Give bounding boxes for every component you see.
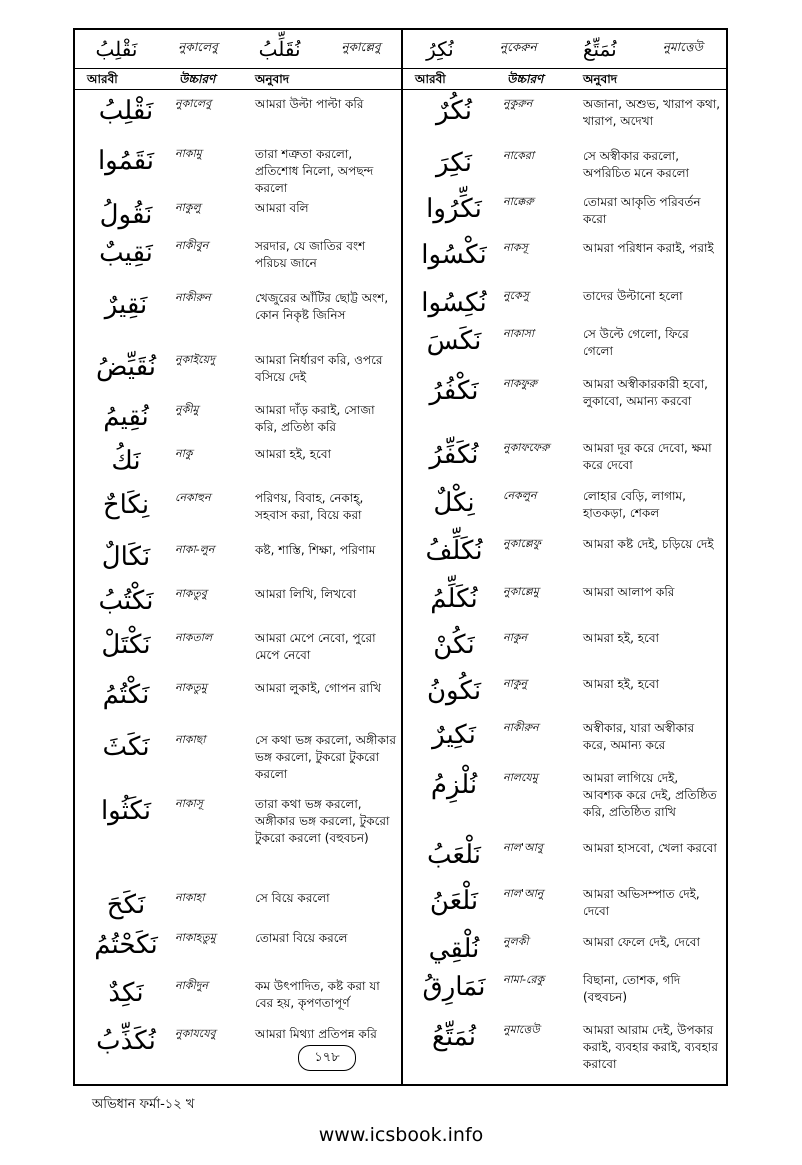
- entry-translit: নাল'আনু: [503, 887, 544, 900]
- entry-arabic: نَقِيرٌ: [104, 290, 148, 320]
- header-arabic-1: نَقْلِبُ: [95, 37, 138, 61]
- entry-arabic: نَلْعَبُ: [427, 840, 481, 870]
- entry-translit: নুকাফফেরু: [503, 441, 550, 454]
- entry-translit: নুকীমু: [175, 403, 199, 416]
- entry-translit: নামা-রেকু: [503, 973, 545, 986]
- entry-arabic: نَكَحْتُمُ: [94, 930, 158, 960]
- col-header-translit: উচ্চারণ: [179, 72, 216, 86]
- entry-translit: নাকুন: [503, 631, 528, 644]
- right-column-headers: [403, 69, 726, 90]
- header-translit-2: নুকাল্লেবু: [341, 40, 381, 54]
- entry-meaning: আমরা ফেলে দেই, দেবো: [583, 935, 700, 949]
- entry-meaning: কষ্ট, শাস্তি, শিক্ষা, পরিণাম: [255, 543, 376, 557]
- entry-arabic: نِكَاحٌ: [102, 490, 150, 520]
- entry-arabic: نُكَذِّبُ: [96, 1026, 156, 1056]
- entry-meaning: সে বিয়ে করলো: [255, 891, 330, 905]
- entry-arabic: نَكَالٌ: [101, 542, 151, 572]
- entry-translit: নাকা-লুন: [175, 543, 215, 556]
- entry-meaning: আমরা নির্ধারণ করি, ওপরে বসিয়ে দেই: [255, 353, 383, 384]
- entry-meaning: আমরা আলাপ করি: [583, 585, 675, 599]
- entry-translit: নালযেমু: [503, 771, 538, 784]
- entry-arabic: نُمَتِّعُ: [432, 1022, 476, 1052]
- entry-meaning: তারা শত্রুতা করলো, প্রতিশোধ নিলো, অপছন্দ করলো: [255, 147, 374, 195]
- entry-arabic: نَكْتَلْ: [101, 630, 151, 660]
- entry-meaning: আমরা দাঁড় করাই, সোজা করি, প্রতিষ্ঠা করি: [255, 403, 375, 434]
- entry-meaning: আমরা লুকাই, গোপন রাখি: [255, 681, 381, 695]
- entry-meaning: আমরা উল্টা পাল্টা করি: [255, 97, 364, 111]
- entry-translit: নুকাল্লেমু: [503, 585, 539, 598]
- entry-arabic: نَكِّرُوا: [426, 194, 482, 224]
- entry-arabic: نَقِيبٌ: [99, 238, 153, 268]
- entry-translit: নাকাহা: [175, 891, 205, 904]
- entry-arabic: نَمَارِقُ: [422, 972, 486, 1002]
- entry-meaning: আমরা অভিসম্পাত দেই, দেবো: [583, 887, 700, 918]
- entry-meaning: আমরা মেপে নেবো, পুরো মেপে নেবো: [255, 631, 376, 662]
- entry-translit: নাকাসা: [503, 327, 535, 340]
- entry-arabic: نُكَلِّمُ: [430, 584, 478, 614]
- header-arabic-4: نُمَتِّعُ: [582, 37, 617, 61]
- entry-translit: নুকালেবু: [175, 97, 212, 110]
- entry-arabic: نُلْزِمُ: [430, 770, 478, 800]
- right-running-header: [403, 30, 726, 69]
- entry-translit: নাকসূ: [503, 241, 528, 254]
- entry-arabic: نَكَسَ: [426, 326, 482, 356]
- entry-translit: নাকতাল: [175, 631, 213, 644]
- entry-translit: নাকতুমু: [175, 681, 207, 694]
- header-translit-3: নুকেরুন: [499, 40, 537, 54]
- entry-translit: নাকীরুন: [175, 291, 211, 304]
- entry-meaning: আমরা হাসবো, খেলা করবো: [583, 841, 717, 855]
- entry-translit: নাল'আবু: [503, 841, 543, 854]
- entry-arabic: نَكَثَ: [102, 732, 150, 762]
- entry-meaning: তাদের উল্টানো হলো: [583, 289, 683, 303]
- header-arabic-3: نُكِرُ: [426, 37, 454, 61]
- col-header-meaning: অনুবাদ: [255, 72, 290, 86]
- entry-translit: নেকলুন: [503, 489, 537, 502]
- header-translit-1: নুকালেবু: [178, 40, 218, 54]
- entry-translit: নাকীবুন: [175, 239, 209, 252]
- entry-translit: নুকুরুন: [503, 97, 533, 110]
- entry-meaning: খেজুরের আঁটির ছোট্ট অংশ, কোন নিকৃষ্ট জিনিস: [255, 291, 389, 322]
- entry-arabic: نَكْسُوا: [421, 240, 487, 270]
- entry-meaning: তোমরা আকৃতি পরিবর্তন করো: [583, 195, 701, 226]
- entry-translit: নাক্কেরু: [503, 195, 534, 208]
- entry-arabic: نُلْقِي: [428, 934, 480, 964]
- entry-arabic: نَكْتُمُ: [102, 680, 150, 710]
- entry-arabic: نُكِسُوا: [421, 288, 487, 318]
- entry-meaning: আমরা মিথ্যা প্রতিপন্ন করি: [255, 1027, 377, 1041]
- entry-meaning: আমরা অস্বীকারকারী হবো, লুকাবো, অমান্য করবো: [583, 377, 708, 408]
- entry-arabic: نَكْتُبُ: [98, 586, 154, 616]
- entry-meaning: সরদার, যে জাতির বংশ পরিচয় জানে: [255, 239, 366, 270]
- entry-meaning: পরিণয়, বিবাহ, নেকাহ্‌, সহবাস করা, বিয়ে করা: [255, 491, 364, 522]
- entry-meaning: আমরা আরাম দেই, উপকার করাই, ব্যবহার করাই, ব্যবহার করাবো: [583, 1023, 718, 1071]
- entry-arabic: نَكَثُوا: [100, 796, 152, 826]
- entry-translit: নুকেসু: [503, 289, 529, 302]
- entry-translit: নেকাহুন: [175, 491, 211, 504]
- entry-translit: নুকাইয়েদু: [175, 353, 215, 366]
- entry-translit: নাকাছা: [175, 733, 206, 746]
- col-header-translit: উচ্চারণ: [507, 72, 544, 86]
- footer-url: www.icsbook.info: [318, 1124, 484, 1146]
- entry-translit: নাকেরা: [503, 149, 535, 162]
- entry-meaning: কম উৎপাদিত, কষ্ট করা যা বের হয়, কৃপণতাপূর্ণ: [255, 979, 380, 1010]
- entry-arabic: نُقَيِّضُ: [95, 352, 157, 382]
- entry-translit: নুকাল্লেফু: [503, 537, 541, 550]
- col-header-arabic: আরবী: [87, 72, 118, 86]
- col-header-arabic: আরবী: [415, 72, 446, 86]
- entry-translit: নাকতুবু: [175, 587, 207, 600]
- left-running-header: [75, 30, 401, 69]
- entry-translit: নাকুলু: [175, 201, 201, 214]
- entry-meaning: আমরা বলি: [255, 201, 309, 215]
- entry-meaning: সে উল্টে গেলো, ফিরে গেলো: [583, 327, 689, 358]
- col-header-meaning: অনুবাদ: [583, 72, 618, 86]
- entry-translit: নাকাসূ: [175, 797, 203, 810]
- entry-translit: নাকুনু: [503, 677, 528, 690]
- entry-arabic: نَكُ: [111, 446, 141, 476]
- entry-meaning: বিছানা, তোশক, গদি (বহুবচন): [583, 973, 681, 1004]
- entry-arabic: نَقُولُ: [99, 200, 153, 230]
- entry-meaning: সে কথা ভঙ্গ করলো, অঙ্গীকার ভঙ্গ করলো, টুকরো টুকরো করলো: [255, 733, 396, 781]
- entry-translit: নাকফুরু: [503, 377, 537, 390]
- entry-arabic: نَكَحَ: [106, 890, 146, 920]
- entry-meaning: সে অস্বীকার করলো, অপরিচিত মনে করলো: [583, 149, 690, 180]
- entry-meaning: আমরা দূর করে দেবো, ক্ষমা করে দেবো: [583, 441, 712, 472]
- entry-meaning: তারা কথা ভঙ্গ করলো, অঙ্গীকার ভঙ্গ করলো, টুকরো টুকরো করলো (বহুবচন): [255, 797, 390, 845]
- entry-meaning: আমরা হই, হবো: [255, 447, 332, 461]
- entry-arabic: نَكْفُرُ: [429, 376, 479, 406]
- entry-meaning: আমরা লিখি, লিখবো: [255, 587, 357, 601]
- entry-arabic: نُقِيمُ: [103, 402, 149, 432]
- entry-arabic: نُكَلِّفُ: [425, 536, 483, 566]
- entry-arabic: نُكَفِّرُ: [429, 440, 479, 470]
- entry-meaning: আমরা লাগিয়ে দেই, আবশ্যক করে দেই, প্রতিষ্ঠিত করি, প্রতিষ্ঠিত রাখি: [583, 771, 717, 819]
- entry-meaning: লোহার বেড়ি, লাগাম, হাতকড়া, শেকল: [583, 489, 686, 520]
- entry-meaning: অস্বীকার, যারা অস্বীকার করে, অমান্য করে: [583, 721, 695, 752]
- entry-arabic: نَقَمُوا: [97, 146, 155, 176]
- left-column: [75, 30, 401, 1084]
- entry-meaning: তোমরা বিয়ে করলে: [255, 931, 348, 945]
- entry-translit: নুলকী: [503, 935, 529, 948]
- entry-translit: নাকামু: [175, 147, 202, 160]
- header-translit-4: নুমাত্তেউ: [662, 40, 703, 54]
- entry-arabic: نَكِيرٌ: [432, 720, 476, 750]
- entry-meaning: অজানা, অশুভ, খারাপ কথা, খারাপ, অদেখা: [583, 97, 721, 128]
- entry-meaning: আমরা হই, হবো: [583, 677, 660, 691]
- dictionary-page: [73, 28, 728, 1086]
- entry-meaning: আমরা কষ্ট দেই, চড়িয়ে দেই: [583, 537, 714, 551]
- entry-arabic: نَكُونُ: [426, 676, 482, 706]
- page-number: ১৭৮: [298, 1045, 356, 1071]
- entry-arabic: نَكُنْ: [433, 630, 475, 660]
- entry-translit: নাকীদুন: [175, 979, 208, 992]
- left-column-headers: [75, 69, 401, 90]
- entry-translit: নুমাত্তেউ: [503, 1023, 540, 1036]
- entry-arabic: نَكِدٌ: [108, 978, 144, 1008]
- entry-translit: নাকাহতুমু: [175, 931, 216, 944]
- entry-arabic: نَكِرَ: [436, 148, 472, 178]
- entry-meaning: আমরা হই, হবো: [583, 631, 660, 645]
- entry-arabic: نُكُرٌ: [436, 96, 472, 126]
- header-arabic-2: نُقَلِّبُ: [258, 37, 301, 61]
- entry-arabic: نَقْلِبُ: [98, 96, 154, 126]
- entry-arabic: نِكْلٌ: [433, 488, 475, 518]
- entry-translit: নাকু: [175, 447, 193, 460]
- footer-form-label: অভিধান ফর্মা-১২ খ: [92, 1097, 195, 1112]
- entry-arabic: نَلْعَنُ: [429, 886, 479, 916]
- entry-meaning: আমরা পরিধান করাই, পরাই: [583, 241, 714, 255]
- right-column: [403, 30, 726, 1084]
- entry-translit: নাকীরুন: [503, 721, 539, 734]
- entry-translit: নুকাযযেবু: [175, 1027, 216, 1040]
